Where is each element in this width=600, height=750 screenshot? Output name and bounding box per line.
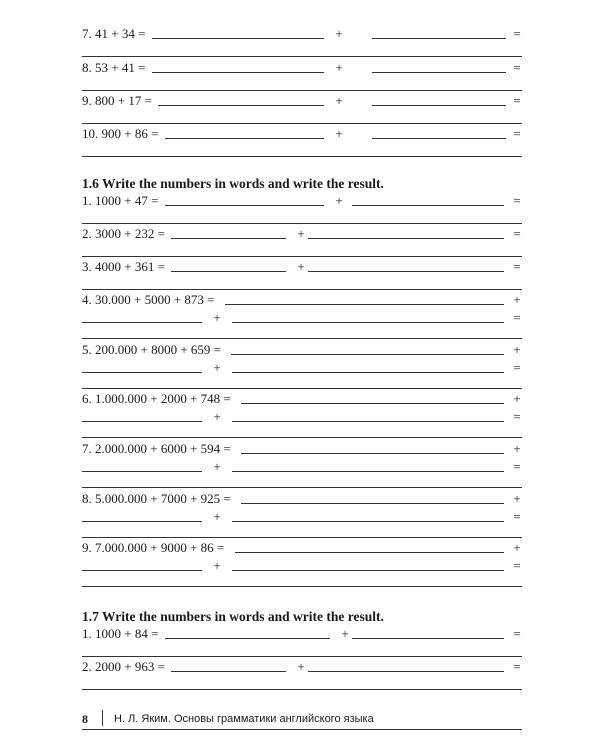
equals-sign: = bbox=[513, 626, 521, 641]
equals-sign: = bbox=[513, 558, 521, 573]
exercise-expression: 7. 41 + 34 = bbox=[82, 26, 146, 41]
answer-blank[interactable] bbox=[82, 372, 202, 373]
exercise-expression: 8. 5.000.000 + 7000 + 925 = bbox=[82, 491, 231, 506]
result-line[interactable] bbox=[82, 437, 522, 438]
equals-sign: = bbox=[513, 509, 521, 524]
result-line[interactable] bbox=[82, 90, 522, 91]
plus-sign: + bbox=[335, 60, 343, 75]
plus-sign: + bbox=[335, 193, 343, 208]
plus-sign: + bbox=[213, 509, 221, 524]
exercise-1-6-item-7 bbox=[82, 441, 522, 491]
exercise-expression: 2. 3000 + 232 = bbox=[82, 226, 165, 241]
equals-sign: = bbox=[513, 126, 521, 141]
answer-blank[interactable] bbox=[372, 105, 506, 106]
page-number: 8 bbox=[82, 712, 88, 726]
exercise-expression: 8. 53 + 41 = bbox=[82, 60, 146, 75]
result-line[interactable] bbox=[82, 656, 522, 657]
equals-sign: = bbox=[513, 259, 521, 274]
equals-sign: = bbox=[513, 26, 521, 41]
exercise-expression: 9. 800 + 17 = bbox=[82, 93, 152, 108]
result-line[interactable] bbox=[82, 156, 522, 157]
answer-blank[interactable] bbox=[232, 521, 504, 522]
section-1-7-title: 1.7 Write the numbers in words and write the result. bbox=[82, 609, 384, 624]
footer-book-title: Н. Л. Яким. Основы грамматики английского языка bbox=[114, 713, 374, 725]
plus-sign: + bbox=[213, 360, 221, 375]
exercise-expression: 3. 4000 + 361 = bbox=[82, 259, 165, 274]
exercise-expression: 10. 900 + 86 = bbox=[82, 126, 159, 141]
answer-blank[interactable] bbox=[241, 503, 504, 504]
plus-sign: + bbox=[213, 310, 221, 325]
exercise-top-8 bbox=[82, 60, 522, 94]
exercise-1-6-item-8 bbox=[82, 491, 522, 541]
answer-blank[interactable] bbox=[165, 638, 330, 639]
plus-sign: + bbox=[513, 342, 521, 357]
equals-sign: = bbox=[513, 409, 521, 424]
exercise-expression: 1. 1000 + 84 = bbox=[82, 626, 159, 641]
exercise-expression: 9. 7.000.000 + 9000 + 86 = bbox=[82, 540, 225, 555]
answer-blank[interactable] bbox=[165, 138, 324, 139]
equals-sign: = bbox=[513, 226, 521, 241]
result-line[interactable] bbox=[82, 223, 522, 224]
answer-blank[interactable] bbox=[171, 271, 286, 272]
answer-blank[interactable] bbox=[241, 403, 504, 404]
answer-blank[interactable] bbox=[232, 372, 504, 373]
answer-blank[interactable] bbox=[225, 304, 504, 305]
answer-blank[interactable] bbox=[82, 421, 202, 422]
exercise-expression: 2. 2000 + 963 = bbox=[82, 659, 165, 674]
plus-sign: + bbox=[513, 292, 521, 307]
answer-blank[interactable] bbox=[152, 38, 324, 39]
result-line[interactable] bbox=[82, 256, 522, 257]
plus-sign: + bbox=[297, 659, 305, 674]
answer-blank[interactable] bbox=[232, 322, 504, 323]
equals-sign: = bbox=[513, 193, 521, 208]
exercise-expression: 5. 200.000 + 8000 + 659 = bbox=[82, 342, 221, 357]
plus-sign: + bbox=[213, 409, 221, 424]
result-line[interactable] bbox=[82, 388, 522, 389]
answer-blank[interactable] bbox=[171, 671, 286, 672]
answer-blank[interactable] bbox=[171, 238, 286, 239]
equals-sign: = bbox=[513, 459, 521, 474]
result-line[interactable] bbox=[82, 487, 522, 488]
equals-sign: = bbox=[513, 60, 521, 75]
plus-sign: + bbox=[341, 626, 349, 641]
answer-blank[interactable] bbox=[82, 570, 202, 571]
plus-sign: + bbox=[513, 540, 521, 555]
answer-blank[interactable] bbox=[372, 38, 506, 39]
result-line[interactable] bbox=[82, 537, 522, 538]
exercise-1-6-item-5 bbox=[82, 342, 522, 392]
equals-sign: = bbox=[513, 93, 521, 108]
answer-blank[interactable] bbox=[308, 238, 504, 239]
exercise-expression: 6. 1.000.000 + 2000 + 748 = bbox=[82, 391, 231, 406]
equals-sign: = bbox=[513, 360, 521, 375]
answer-blank[interactable] bbox=[158, 105, 324, 106]
section-1-6-title: 1.6 Write the numbers in words and write the result. bbox=[82, 176, 384, 191]
plus-sign: + bbox=[213, 459, 221, 474]
answer-blank[interactable] bbox=[235, 552, 504, 553]
page-footer bbox=[82, 712, 522, 730]
answer-blank[interactable] bbox=[232, 570, 504, 571]
exercise-top-10 bbox=[82, 126, 522, 160]
exercise-1-6-item-9 bbox=[82, 540, 522, 590]
plus-sign: + bbox=[297, 226, 305, 241]
exercise-1-6-item-2 bbox=[82, 226, 522, 260]
answer-blank[interactable] bbox=[352, 638, 504, 639]
answer-blank[interactable] bbox=[232, 471, 504, 472]
result-line[interactable] bbox=[82, 689, 522, 690]
result-line[interactable] bbox=[82, 56, 522, 57]
exercise-top-9 bbox=[82, 93, 522, 127]
answer-blank[interactable] bbox=[82, 322, 202, 323]
answer-blank[interactable] bbox=[152, 72, 324, 73]
answer-blank[interactable] bbox=[308, 271, 504, 272]
exercise-1-6-item-1 bbox=[82, 193, 522, 227]
result-line[interactable] bbox=[82, 338, 522, 339]
equals-sign: = bbox=[513, 310, 521, 325]
plus-sign: + bbox=[335, 126, 343, 141]
exercise-expression: 4. 30.000 + 5000 + 873 = bbox=[82, 292, 215, 307]
footer-rule bbox=[82, 729, 522, 730]
answer-blank[interactable] bbox=[232, 421, 504, 422]
exercise-1-6-item-4 bbox=[82, 292, 522, 342]
answer-blank[interactable] bbox=[241, 453, 504, 454]
plus-sign: + bbox=[513, 391, 521, 406]
answer-blank[interactable] bbox=[165, 205, 324, 206]
plus-sign: + bbox=[213, 558, 221, 573]
footer-divider bbox=[102, 710, 103, 726]
answer-blank[interactable] bbox=[372, 138, 506, 139]
plus-sign: + bbox=[297, 259, 305, 274]
answer-blank[interactable] bbox=[82, 471, 202, 472]
answer-blank[interactable] bbox=[372, 72, 506, 73]
plus-sign: + bbox=[513, 441, 521, 456]
equals-sign: = bbox=[513, 659, 521, 674]
plus-sign: + bbox=[513, 491, 521, 506]
result-line[interactable] bbox=[82, 586, 522, 587]
plus-sign: + bbox=[335, 93, 343, 108]
exercise-1-6-item-3 bbox=[82, 259, 522, 293]
exercise-1-7-item-1 bbox=[82, 626, 522, 660]
exercise-expression: 1. 1000 + 47 = bbox=[82, 193, 159, 208]
result-line[interactable] bbox=[82, 289, 522, 290]
answer-blank[interactable] bbox=[352, 205, 504, 206]
exercise-1-6-item-6 bbox=[82, 391, 522, 441]
answer-blank[interactable] bbox=[82, 521, 202, 522]
answer-blank[interactable] bbox=[231, 354, 504, 355]
result-line[interactable] bbox=[82, 123, 522, 124]
exercise-expression: 7. 2.000.000 + 6000 + 594 = bbox=[82, 441, 231, 456]
exercise-1-7-item-2 bbox=[82, 659, 522, 693]
answer-blank[interactable] bbox=[308, 671, 504, 672]
exercise-top-7 bbox=[82, 26, 522, 60]
plus-sign: + bbox=[335, 26, 343, 41]
